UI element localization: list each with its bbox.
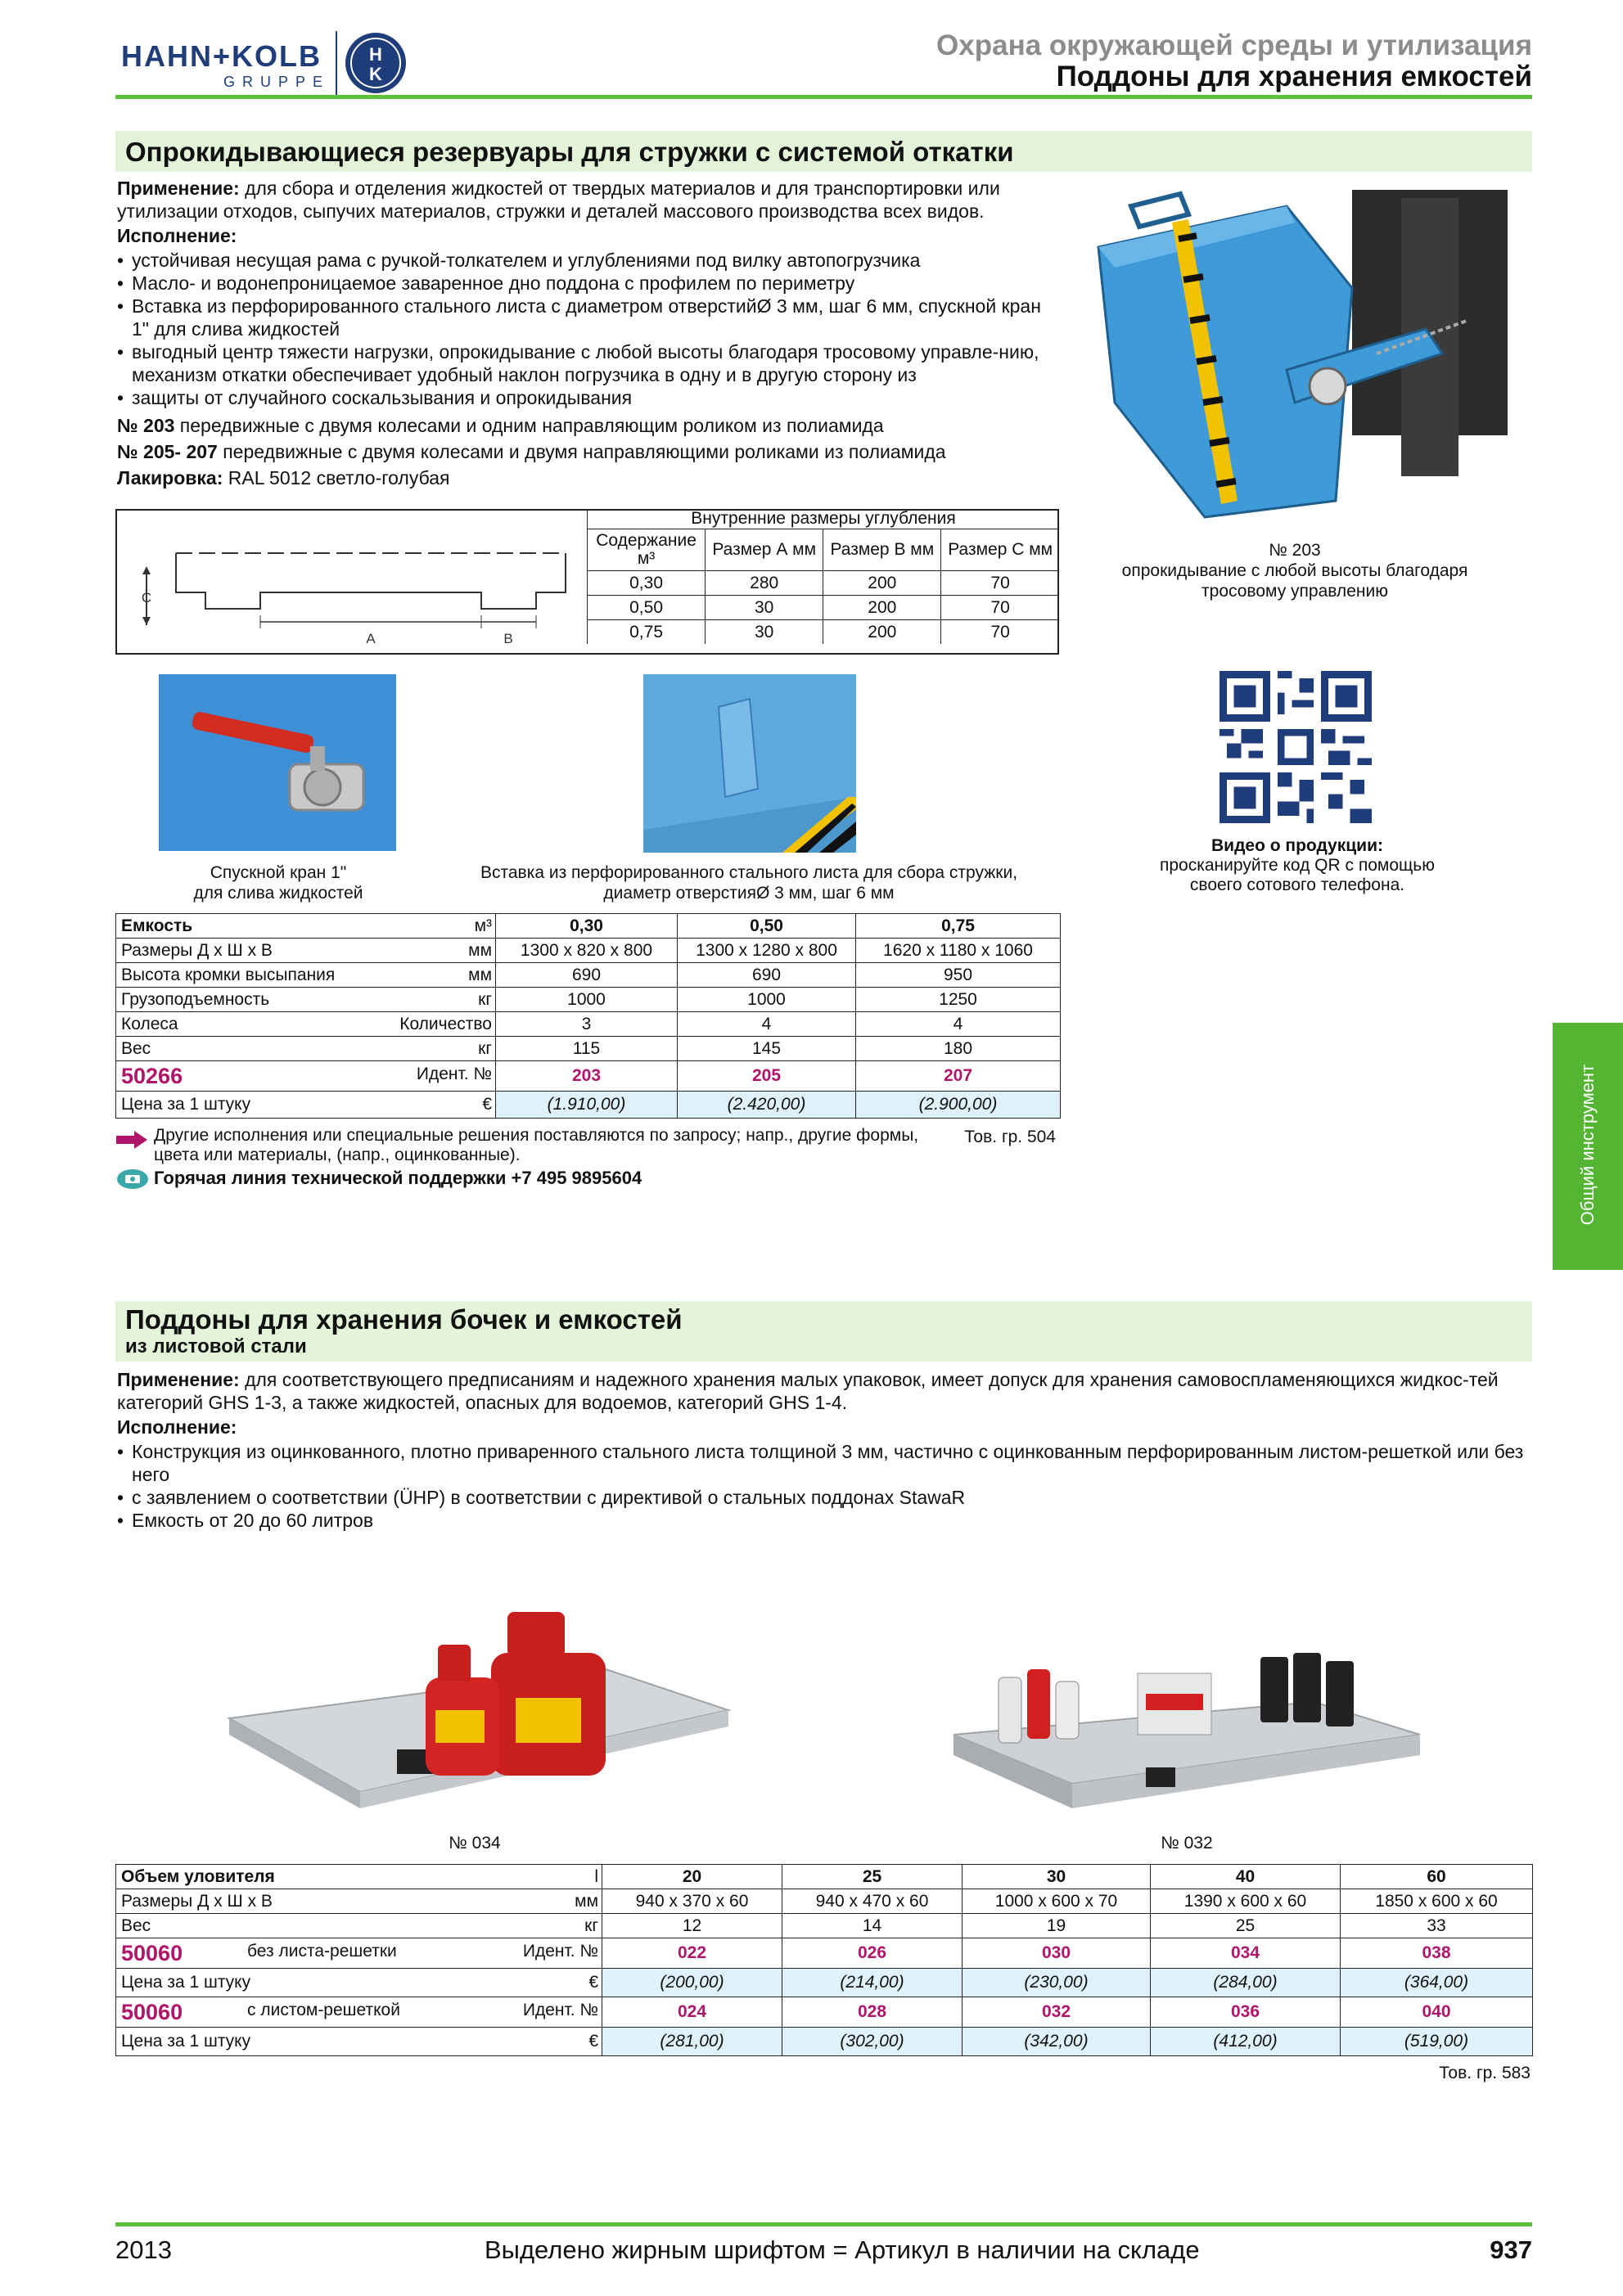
table-row xyxy=(116,914,1061,939)
variant-label: с листом-решеткой xyxy=(247,2001,400,2019)
row-unit: мм xyxy=(468,965,492,984)
section2-title: Поддоны для хранения бочек и емкостей xyxy=(125,1304,683,1335)
price-label: Цена за 1 штуку xyxy=(121,1095,251,1114)
dim-label-a: A xyxy=(366,631,376,646)
table-cell: 70 xyxy=(941,596,1059,620)
section2-subtitle: из листовой стали xyxy=(125,1335,307,1357)
photo-032-caption: № 032 xyxy=(1161,1834,1213,1853)
table-row xyxy=(116,1865,1533,1889)
price-cell: (364,00) xyxy=(1341,1969,1533,1997)
application-label: Применение: xyxy=(117,1369,240,1390)
price-cell: (230,00) xyxy=(963,1969,1151,1997)
row-unit: кг xyxy=(584,1916,598,1935)
row-unit: l xyxy=(594,1866,598,1886)
ident-label: Идент. № xyxy=(522,1942,598,1961)
table-cell: 1850 x 600 x 60 xyxy=(1341,1889,1533,1914)
section2-header xyxy=(115,1301,1532,1362)
tray-with-cans-photo xyxy=(221,1555,745,1825)
svg-text:H: H xyxy=(369,44,382,65)
caption-line: своего сотового телефона. xyxy=(1189,876,1405,894)
list-item: • выгодный центр тяжести нагрузки, опрокидывание с любой высоты благодаря тросовому управле-нию, механизм откатки обеспечивает удобный наклон погрузчика в одну и в другую сторону из xyxy=(117,340,1058,386)
table-cell: 1300 x 820 x 800 xyxy=(496,939,678,963)
execution-label: Исполнение: xyxy=(117,225,237,246)
footer-year: 2013 xyxy=(115,2235,172,2264)
table-cell: 1390 x 600 x 60 xyxy=(1151,1889,1341,1914)
footer-rule xyxy=(115,2222,1532,2226)
table-cell: 25 xyxy=(782,1865,963,1889)
row-label: Высота кромки высыпания xyxy=(121,965,336,984)
qr-caption xyxy=(1113,836,1481,895)
table-cell: 145 xyxy=(678,1037,856,1061)
price-label: Цена за 1 штуку xyxy=(121,2032,251,2051)
currency-label: € xyxy=(482,1095,492,1114)
table-cell: 1000 x 600 x 70 xyxy=(963,1889,1151,1914)
ident-link[interactable]: 040 xyxy=(1341,1997,1533,2028)
product-group-note: Тов. гр. 504 xyxy=(964,1128,1056,1146)
ident-row xyxy=(116,1938,1533,1969)
caption-line: тросовому управлению xyxy=(1201,582,1388,601)
cross-section-diagram xyxy=(117,511,587,653)
table-cell: 1300 x 1280 x 800 xyxy=(678,939,856,963)
table-cell: 40 xyxy=(1151,1865,1341,1889)
note-label: № 205- 207 xyxy=(117,441,218,462)
drain-valve-caption xyxy=(139,862,417,903)
ident-link[interactable]: 036 xyxy=(1151,1997,1341,2028)
table-cell: 4 xyxy=(678,1012,856,1037)
ident-link[interactable]: 038 xyxy=(1341,1938,1533,1969)
table-row xyxy=(116,988,1061,1012)
ident-link[interactable]: 034 xyxy=(1151,1938,1341,1969)
table-cell: 25 xyxy=(1151,1914,1341,1938)
note-203 xyxy=(117,414,1058,437)
table-cell: 200 xyxy=(823,596,941,620)
row-label: Размеры Д х Ш х В xyxy=(121,1891,273,1911)
table-cell: 70 xyxy=(941,620,1059,645)
price-cell: (2.900,00) xyxy=(856,1092,1061,1119)
paint-label: Лакировка: xyxy=(117,467,223,488)
qr-code-icon[interactable] xyxy=(1220,671,1372,823)
caption-line: опрокидывание с любой высоты благодаря xyxy=(1121,561,1468,580)
table-header: Размер C мм xyxy=(941,529,1059,571)
logo-subtitle: GRUPPE xyxy=(223,74,331,90)
table-cell: 30 xyxy=(706,596,823,620)
main-photo-caption xyxy=(1082,540,1508,601)
variant-label: без листа-решетки xyxy=(247,1942,397,1961)
feature-list xyxy=(117,1440,1531,1532)
arrow-icon xyxy=(116,1131,147,1149)
table-row xyxy=(116,1889,1533,1914)
brand-logo xyxy=(121,31,432,97)
table-cell: 180 xyxy=(856,1037,1061,1061)
table-caption: Внутренние размеры углубления xyxy=(588,509,1060,529)
footer-legend: Выделено жирным шрифтом = Артикул в наличии на складе xyxy=(485,2235,1200,2264)
price-cell: (200,00) xyxy=(602,1969,782,1997)
price-cell: (1.910,00) xyxy=(496,1092,678,1119)
caption-line: для слива жидкостей xyxy=(193,884,363,903)
list-item: • Вставка из перфорированного стального листа с диаметром отверстийØ 3 мм, шаг 6 мм, спускной кран 1" для слива жидкостей xyxy=(117,295,1058,340)
side-tab-general-tools[interactable] xyxy=(1553,1023,1623,1270)
photo-034-caption: № 034 xyxy=(449,1834,501,1853)
feature-list xyxy=(117,249,1058,409)
row-label: Объем уловителя xyxy=(121,1866,275,1886)
table-cell: 33 xyxy=(1341,1914,1533,1938)
table-cell: 1620 x 1180 x 1060 xyxy=(856,939,1061,963)
footnote-text: Другие исполнения или специальные решения поставляются по запросу; напр., другие формы, цвета или материалы, (напр., оцинкованные). xyxy=(154,1126,919,1164)
table-cell: 690 xyxy=(496,963,678,988)
table-row xyxy=(588,596,1060,620)
section2-spec-table xyxy=(115,1864,1533,2056)
dim-label-b: B xyxy=(503,631,513,646)
application-paragraph xyxy=(117,177,1058,223)
phone-icon xyxy=(116,1168,149,1190)
price-row xyxy=(116,1092,1061,1119)
list-item: • Масло- и водонепроницаемое заваренное дно поддона с профилем по периметру xyxy=(117,272,1058,295)
table-cell: 690 xyxy=(678,963,856,988)
table-cell: 940 x 470 x 60 xyxy=(782,1889,963,1914)
table-cell: 1000 xyxy=(678,988,856,1012)
price-label: Цена за 1 штуку xyxy=(121,1973,251,1992)
caption-line: диаметр отверстияØ 3 мм, шаг 6 мм xyxy=(603,884,895,903)
list-item: • Емкость от 20 до 60 литров xyxy=(117,1509,1531,1532)
logo-badge-icon xyxy=(344,31,408,95)
table-header: Размер А мм xyxy=(706,529,823,571)
caption-line: Спускной кран 1" xyxy=(210,863,347,882)
svg-text:K: K xyxy=(369,64,382,84)
tipping-container-photo xyxy=(1082,190,1508,533)
table-cell: 30 xyxy=(963,1865,1151,1889)
table-cell: 940 x 370 x 60 xyxy=(602,1889,782,1914)
table-row xyxy=(116,1012,1061,1037)
ident-link[interactable]: 032 xyxy=(963,1997,1151,2028)
section1-header xyxy=(115,131,1532,172)
ident-link[interactable]: 022 xyxy=(602,1938,782,1969)
application-label: Применение: xyxy=(117,178,240,199)
table-cell: 3 xyxy=(496,1012,678,1037)
price-cell: (2.420,00) xyxy=(678,1092,856,1119)
page-category: Охрана окружающей среды и утилизация xyxy=(936,29,1532,61)
section1-description xyxy=(117,177,1058,489)
row-label: Емкость xyxy=(121,916,193,935)
ident-link[interactable]: 203 xyxy=(496,1061,678,1092)
price-cell: (281,00) xyxy=(602,2028,782,2056)
page-number: 937 xyxy=(1490,2235,1532,2264)
table-cell: 4 xyxy=(856,1012,1061,1037)
ident-link[interactable]: 030 xyxy=(963,1938,1151,1969)
paint-info xyxy=(117,466,1058,489)
price-row xyxy=(116,2028,1533,2056)
perforated-insert-caption xyxy=(458,862,1039,903)
article-number: 50266 xyxy=(121,1063,183,1088)
table-row xyxy=(116,939,1061,963)
table-row xyxy=(588,620,1060,645)
hotline-text[interactable]: Горячая линия технической поддержки +7 495 9895604 xyxy=(154,1168,642,1188)
table-header: Размер B мм xyxy=(823,529,941,571)
application-text: для соответствующего предписаниям и надежного хранения малых упаковок, имеет допуск для хранения самовоспламеняющихся жидкос-тей категорий GHS 1-3, а также жидкостей, опасных для водоемов, категорий GHS 1-4. xyxy=(117,1369,1499,1413)
row-label: Колеса xyxy=(121,1014,178,1033)
header-rule xyxy=(115,95,1532,99)
ident-link[interactable]: 026 xyxy=(782,1938,963,1969)
table-cell: 115 xyxy=(496,1037,678,1061)
table-cell: 0,30 xyxy=(496,914,678,939)
table-cell: 0,30 xyxy=(588,571,706,596)
table-cell: 200 xyxy=(823,571,941,596)
section1-spec-table xyxy=(115,913,1061,1119)
dim-label-c: C xyxy=(141,590,152,606)
currency-label: € xyxy=(588,2032,598,2051)
table-cell: 14 xyxy=(782,1914,963,1938)
table-cell: 1000 xyxy=(496,988,678,1012)
row-label: Размеры Д х Ш х В xyxy=(121,940,273,960)
table-row xyxy=(116,1914,1533,1938)
drain-valve-photo xyxy=(159,674,396,851)
table-cell: 280 xyxy=(706,571,823,596)
application-text: для сбора и отделения жидкостей от твердых материалов и для транспортировки или утилизации отходов, сыпучих материалов, стружки и деталей массового производства всех видов. xyxy=(117,178,1000,222)
ident-row xyxy=(116,1997,1533,2028)
table-cell: 1250 xyxy=(856,988,1061,1012)
note-label: № 203 xyxy=(117,415,175,436)
note-text: передвижные с двумя колесами и одним направляющим роликом из полиамида xyxy=(179,415,884,436)
price-cell: (412,00) xyxy=(1151,2028,1341,2056)
price-cell: (342,00) xyxy=(963,2028,1151,2056)
paint-text: RAL 5012 светло-голубая xyxy=(228,467,450,488)
article-number: 50060 xyxy=(121,1999,183,2024)
qr-caption-title: Видео о продукции: xyxy=(1211,836,1383,855)
perforated-insert-photo xyxy=(643,674,856,853)
table-cell: 950 xyxy=(856,963,1061,988)
logo-text: HAHN+KOLB xyxy=(121,39,322,73)
application-paragraph xyxy=(117,1368,1531,1414)
price-cell: (519,00) xyxy=(1341,2028,1533,2056)
ident-label: Идент. № xyxy=(416,1065,492,1083)
price-cell: (302,00) xyxy=(782,2028,963,2056)
note-205-207 xyxy=(117,440,1058,463)
dimensions-block xyxy=(115,509,1059,655)
row-unit: Количество xyxy=(399,1014,492,1033)
ident-row xyxy=(116,1061,1061,1092)
logo-divider xyxy=(336,31,337,95)
caption-line: № 203 xyxy=(1269,541,1321,560)
article-number: 50060 xyxy=(121,1940,183,1965)
product-group-note: Тов. гр. 583 xyxy=(1439,2064,1531,2082)
side-tab-label: Общий инструмент xyxy=(1577,1064,1598,1226)
table-row xyxy=(588,571,1060,596)
price-cell: (214,00) xyxy=(782,1969,963,1997)
execution-label: Исполнение: xyxy=(117,1416,237,1438)
table-cell: 0,75 xyxy=(588,620,706,645)
list-item: • защиты от случайного соскальзывания и опрокидывания xyxy=(117,386,1058,409)
list-item: • устойчивая несущая рама с ручкой-толкателем и углублениями под вилку автопогрузчика xyxy=(117,249,1058,272)
ident-link[interactable]: 207 xyxy=(856,1061,1061,1092)
page-subcategory: Поддоны для хранения емкостей xyxy=(1056,61,1532,92)
inner-dimensions-table xyxy=(587,509,1059,644)
caption-line: Вставка из перфорированного стального листа для сбора стружки, xyxy=(480,863,1018,882)
ident-link[interactable]: 024 xyxy=(602,1997,782,2028)
table-cell: 200 xyxy=(823,620,941,645)
price-row xyxy=(116,1969,1533,1997)
row-unit: мм xyxy=(468,940,492,960)
table-row xyxy=(116,1037,1061,1061)
ident-link[interactable]: 028 xyxy=(782,1997,963,2028)
section1-title: Опрокидывающиеся резервуары для стружки с системой откатки xyxy=(125,137,1014,167)
table-cell: 0,50 xyxy=(678,914,856,939)
row-unit: м³ xyxy=(474,916,492,935)
table-cell: 30 xyxy=(706,620,823,645)
table-cell: 60 xyxy=(1341,1865,1533,1889)
list-item: • Конструкция из оцинкованного, плотно приваренного стального листа толщиной 3 мм, частично с оцинкованным перфорированным листом-решеткой или без него xyxy=(117,1440,1531,1486)
table-cell: 12 xyxy=(602,1914,782,1938)
caption-line: просканируйте код QR с помощью xyxy=(1160,856,1435,875)
list-item: • с заявлением о соответствии (ÜHP) в соответствии с директивой о стальных поддонах StawaR xyxy=(117,1486,1531,1509)
price-cell: (284,00) xyxy=(1151,1969,1341,1997)
table-header: Содержание м³ xyxy=(588,529,706,571)
row-label: Вес xyxy=(121,1038,151,1058)
ident-link[interactable]: 205 xyxy=(678,1061,856,1092)
table-cell: 19 xyxy=(963,1914,1151,1938)
table-cell: 70 xyxy=(941,571,1059,596)
currency-label: € xyxy=(588,1973,598,1992)
table-cell: 20 xyxy=(602,1865,782,1889)
table-row xyxy=(116,963,1061,988)
row-unit: мм xyxy=(575,1891,598,1911)
note-text: передвижные с двумя колесами и двумя направляющими роликами из полиамида xyxy=(223,441,946,462)
section2-description xyxy=(117,1368,1531,1532)
ident-label: Идент. № xyxy=(522,2001,598,2019)
table-cell: 0,50 xyxy=(588,596,706,620)
table-cell: 0,75 xyxy=(856,914,1061,939)
row-label: Вес xyxy=(121,1916,151,1935)
row-unit: кг xyxy=(478,989,492,1009)
row-unit: кг xyxy=(478,1038,492,1058)
perforated-tray-photo xyxy=(949,1645,1424,1825)
row-label: Грузоподъемность xyxy=(121,989,270,1009)
